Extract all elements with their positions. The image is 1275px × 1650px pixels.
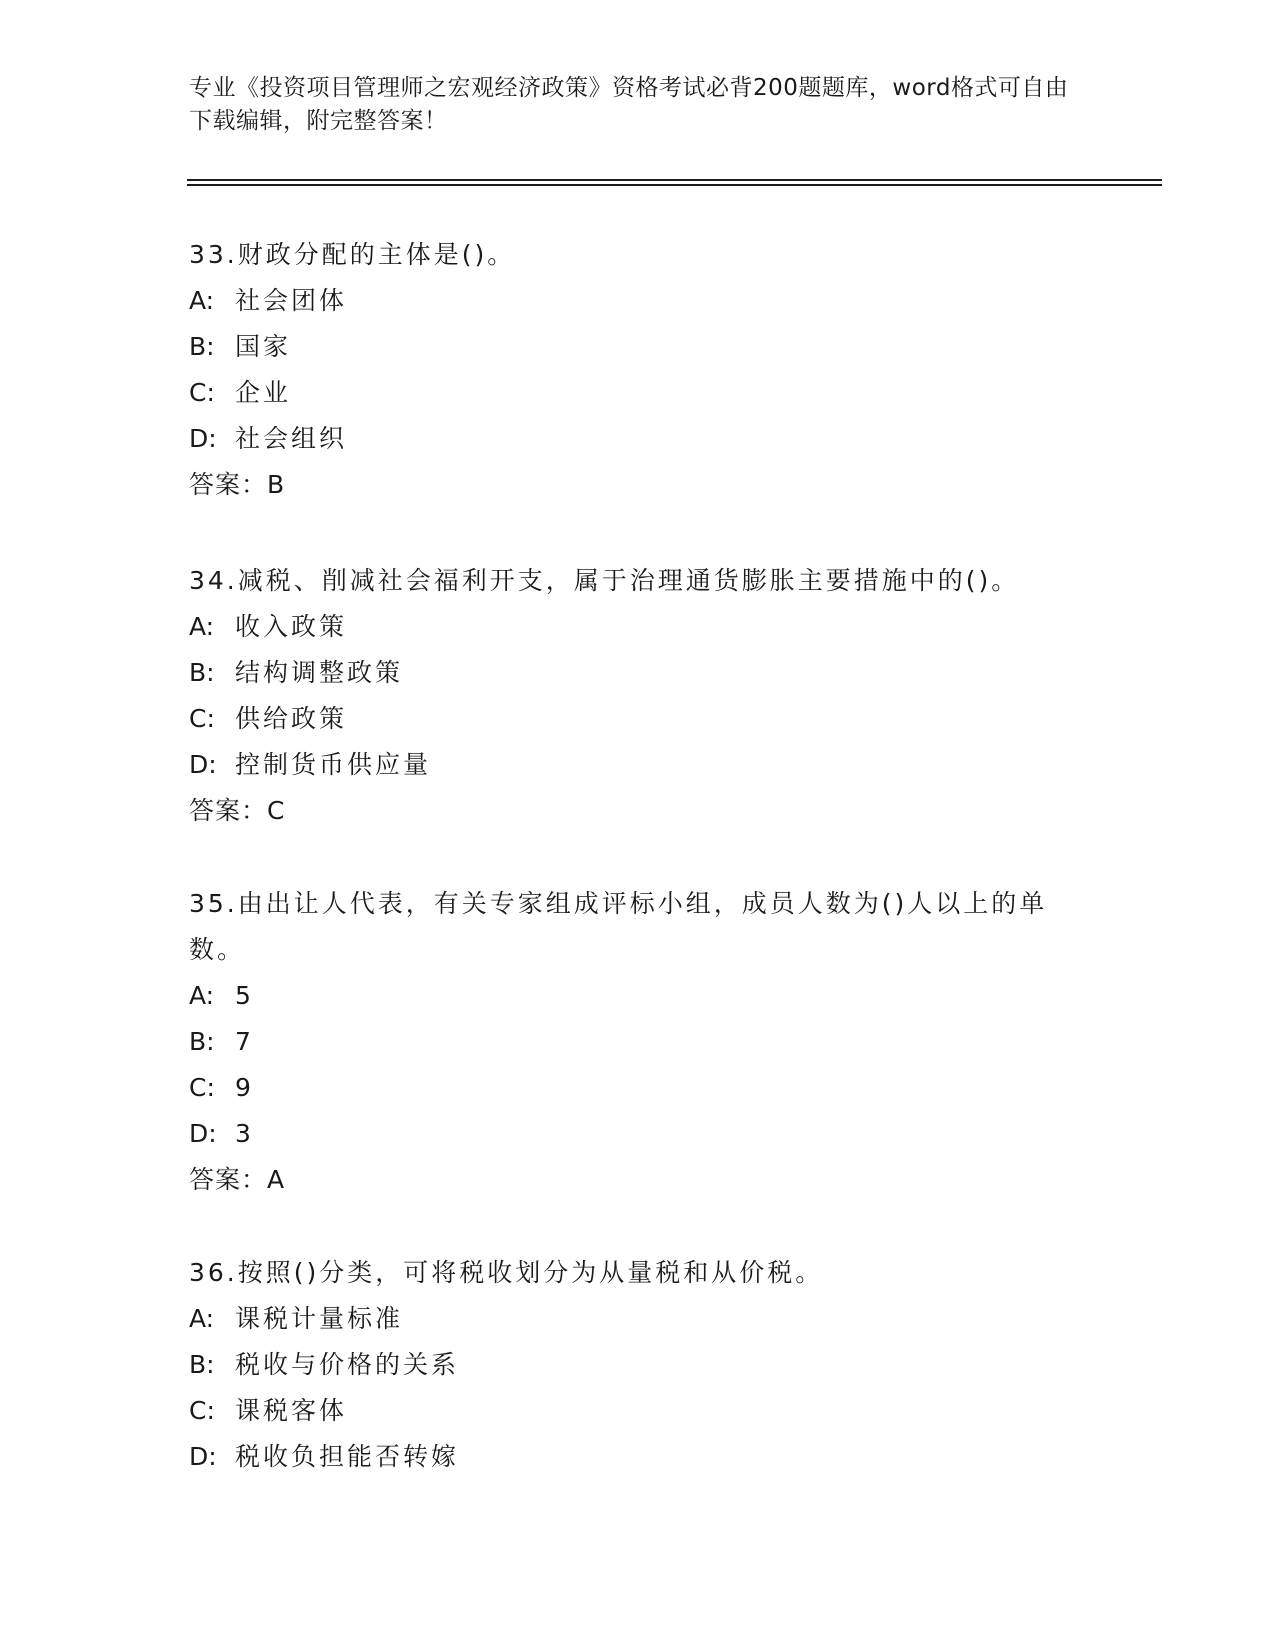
option-key: D: [189, 1442, 217, 1471]
option-key: C: [189, 378, 215, 407]
option-c [189, 370, 1089, 416]
option-key: B: [189, 658, 215, 687]
option-text: 3 [235, 1119, 254, 1148]
option-text: 结构调整政策 [235, 658, 404, 687]
option-key: D: [189, 750, 217, 779]
option-text: 9 [235, 1073, 254, 1102]
option-text: 收入政策 [235, 612, 348, 641]
option-key: A: [189, 1304, 215, 1333]
option-c [189, 696, 1089, 742]
option-key: B: [189, 332, 215, 361]
question-34 [189, 558, 1089, 834]
answer-line: 答案：B [189, 470, 286, 499]
option-key: B: [189, 1027, 215, 1056]
header-divider-top [187, 179, 1162, 181]
option-key: B: [189, 1350, 215, 1379]
option-text: 社会组织 [235, 424, 348, 453]
option-a [189, 1296, 1089, 1342]
option-text: 国家 [235, 332, 292, 361]
option-text: 税收负担能否转嫁 [235, 1442, 460, 1471]
option-text: 企业 [235, 378, 292, 407]
option-d [189, 416, 1089, 462]
question-35 [189, 881, 1089, 1203]
option-text: 税收与价格的关系 [235, 1350, 460, 1379]
option-b [189, 650, 1089, 696]
option-text: 社会团体 [235, 286, 348, 315]
option-text: 课税客体 [235, 1396, 348, 1425]
option-key: C: [189, 1396, 215, 1425]
option-text: 7 [235, 1027, 254, 1056]
option-b [189, 324, 1089, 370]
answer-line: 答案：C [189, 796, 286, 825]
header-divider-bottom [187, 184, 1162, 186]
option-a [189, 973, 1089, 1019]
question-stem: 34.减税、削减社会福利开支，属于治理通货膨胀主要措施中的()。 [189, 566, 1020, 595]
option-a [189, 604, 1089, 650]
option-key: C: [189, 1073, 215, 1102]
option-text: 供给政策 [235, 704, 348, 733]
option-text: 控制货币供应量 [235, 750, 432, 779]
question-stem: 36.按照()分类，可将税收划分为从量税和从价税。 [189, 1258, 824, 1287]
option-key: A: [189, 286, 215, 315]
option-d [189, 742, 1089, 788]
option-key: A: [189, 981, 215, 1010]
question-33 [189, 232, 1089, 508]
option-key: A: [189, 612, 215, 641]
question-36 [189, 1250, 1089, 1480]
option-b [189, 1342, 1089, 1388]
option-a [189, 278, 1089, 324]
option-key: D: [189, 424, 217, 453]
option-key: D: [189, 1119, 217, 1148]
option-b [189, 1019, 1089, 1065]
option-c [189, 1065, 1089, 1111]
option-key: C: [189, 704, 215, 733]
option-d [189, 1434, 1089, 1480]
question-stem: 35.由出让人代表，有关专家组成评标小组，成员人数为()人以上的单数。 [189, 889, 1048, 964]
question-stem: 33.财政分配的主体是()。 [189, 240, 516, 269]
option-text: 5 [235, 981, 254, 1010]
answer-line: 答案：A [189, 1165, 286, 1194]
document-header-title: 专业《投资项目管理师之宏观经济政策》资格考试必背200题题库，word格式可自由下载编辑，附完整答案！ [189, 75, 1069, 134]
option-c [189, 1388, 1089, 1434]
option-d [189, 1111, 1089, 1157]
option-text: 课税计量标准 [235, 1304, 404, 1333]
